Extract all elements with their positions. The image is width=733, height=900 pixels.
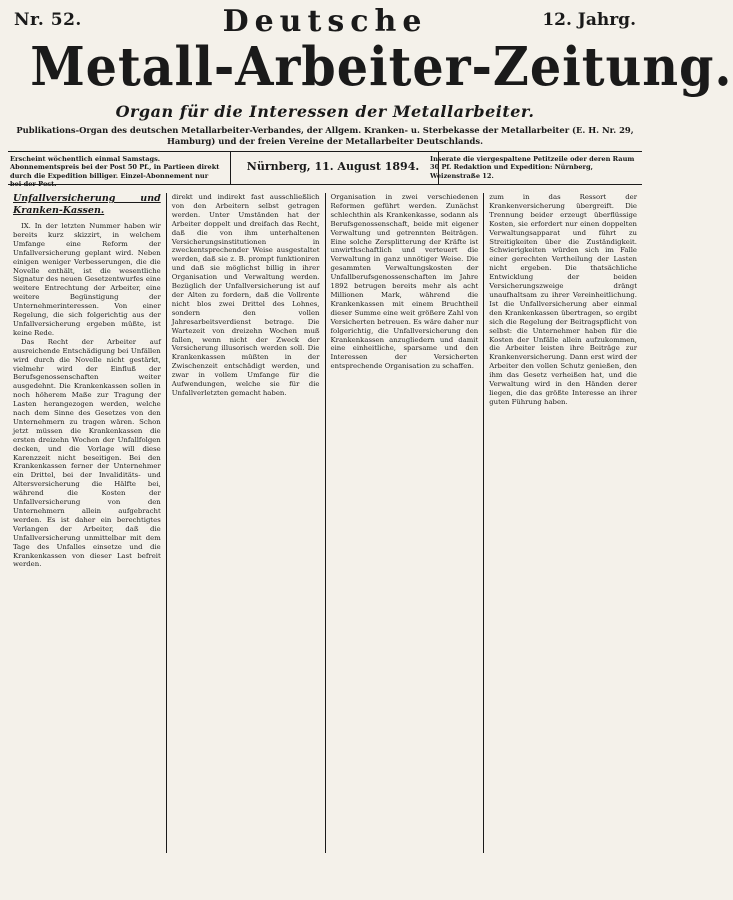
newspaper-subtitle: Organ für die Interessen der Metallarbeiter.	[115, 102, 535, 121]
masthead-top	[8, 4, 642, 39]
column-1-text: Das Recht der Arbeiter auf ausreichende Entschädigung bei Unfällen wird durch die Novelle nicht gestärkt, vielmehr wird der Einfluß der Berufsgenossenschaften weiter ausgedehnt. Die Krankenkassen sollen in noch höherem Maße zur Tragung der Lasten herangezogen werden, welche nach dem Sinne des Gesetzes von den Unternehmern zu tragen wären. Schon jetzt müssen die Krankenkassen die ersten dreizehn Wochen der Unfallfolgen decken, und die Vorlage will diese Karenzzeit nicht beseitigen. Bei den Krankenkassen ferner der Unternehmer ein Drittel, bei der Invaliditäts- und Altersversicherung die Hälfte bei, während die Kosten der Unfallversicherung von den Unternehmern allein aufgebracht werden. Es ist daher ein berechtigtes Verlangen der Arbeiter, daß die Unfallversicherung unmittelbar mit dem Tage des Unfalles einsetze und die Krankenkassen von dieser Last befreit werden.	[13, 337, 161, 569]
column-4	[483, 193, 642, 853]
column-1	[8, 193, 166, 853]
dateline: Nürnberg, 11. August 1894.	[246, 160, 420, 173]
column-3	[325, 193, 484, 853]
year-label: 12. Jahrg.	[542, 10, 636, 30]
column-3-text: Organisation in zwei verschiedenen Reformen geführt werden. Zunächst schlechthin als Krankenkasse, sodann als Berufsgenossenschaft, beide mit eigener Verwaltung und getrennten Beiträgen. Eine solche Zersplitterung der Kräfte ist unwirthschaftlich und verteuert die Verwaltung in ganz unnötiger Weise. Die gesammten Verwaltungskosten der Unfallberufsgenossenschaften im Jahre 1892 betrugen bereits mehr als acht Millionen Mark, während die Krankenkassen mit einem Bruchtheil dieser Summe eine weit größere Zahl von Versicherten betreuen. Es wäre daher nur folgerichtig, die Unfallversicherung den Krankenkassen anzugliedern und damit eine einheitliche, sparsame und den Interessen der Versicherten entsprechende Organisation zu schaffen.	[330, 193, 479, 371]
info-divider-left	[230, 152, 231, 184]
article-columns	[8, 193, 642, 853]
subscription-info: Erscheint wöchentlich einmal Samstags. Abonnementspreis bei der Post 50 Pf., in Partieen direkt durch die Expedition billiger. Einzel-Abonnement nur bei der Post.	[10, 155, 220, 189]
article-title: Unfallversicherung und Kranken-Kassen.	[13, 193, 161, 216]
column-2-text: direkt und indirekt fast ausschließlich von den Arbeitern selbst getragen werden. Unter Umständen hat der Arbeiter doppelt und dreifach das Recht, daß die von ihm unterhaltenen Versicherungsinstitutionen in zweckentsprechender Weise ausgestaltet werden, daß sie z. B. prompt funktioniren und daß sie möglichst billig in ihrer Organisation und Verwaltung werden. Bezüglich der Unfallversicherung ist auf der Alten zu fordern, daß die Vollrente nicht blos zwei Drittel des Lohnes, sondern den vollen Jahresarbeitsverdienst betrage. Die Wartezeit von dreizehn Wochen muß fallen, wenn nicht der Zweck der Versicherung illusorisch werden soll. Die Krankenkassen müßten in der Zwischenzeit entschädigt werden, und zwar in vollem Umfange für die Aufwendungen, welche sie für die Unfallverletzten gemacht haben.	[171, 193, 320, 397]
column-4-text: zum in das Ressort der Krankenversicherung übergreift. Die Trennung beider erzeugt überflüssige Kosten, sie erfordert nur einen doppelten Verwaltungsapparat und führt zu Streitigkeiten über die Zuständigkeit. Schwierigkeiten würden sich im Falle einer gerechten Vertheilung der Lasten nicht ergeben. Die thatsächliche Entwicklung der beiden Versicherungszweige drängt unaufhaltsam zu ihrer Vereinheitlichung. Ist die Unfallversicherung aber einmal den Krankenkassen übertragen, so ergibt sich die Regelung der Beitragspflicht von selbst: die Unternehmer haben für die Kosten der Unfälle allein aufzukommen, die Arbeiter leisten ihre Beiträge zur Krankenversicherung. Dann erst wird der Arbeiter den vollen Schutz genießen, den ihm das Gesetz verheißen hat, und die Verwaltung wird in den Händen derer liegen, die das größte Interesse an ihrer guten Führung haben.	[489, 193, 637, 406]
column-2	[166, 193, 325, 853]
title-deutsche: Deutsche	[222, 4, 428, 39]
issue-number: Nr. 52.	[14, 10, 82, 30]
info-bar	[8, 151, 642, 189]
publication-line: Publikations-Organ des deutschen Metallarbeiter-Verbandes, der Allgem. Kranken- u. Sterbekasse der Metallarbeiter (E. H. Nr. 29, Hamburg) und der freien Vereine der Metallarbeiter Deutschlands.	[16, 125, 634, 146]
article-intro: IX. In der letzten Nummer haben wir bereits kurz skizzirt, in welchem Umfange eine Reform der Unfallversicherung geplant wird. Neben einigen weniger Verbesserungen, die die Novelle enthält, ist die wesentliche Signatur des neuen Gesetzentwurfes eine weitere Entrechtung der Arbeiter, eine weitere Begünstigung der Unternehmerinteressen. Von einer Regelung, die sich folgerichtig aus der Unfallversicherung ergeben müßte, ist keine Rede.	[13, 222, 161, 337]
advertising-info: Inserate die viergespaltene Petitzeile oder deren Raum 30 Pf. Redaktion und Expedition: Nürnberg, Weizenstraße 12.	[430, 155, 635, 180]
newspaper-title: Metall-Arbeiter-Zeitung.	[30, 36, 733, 98]
